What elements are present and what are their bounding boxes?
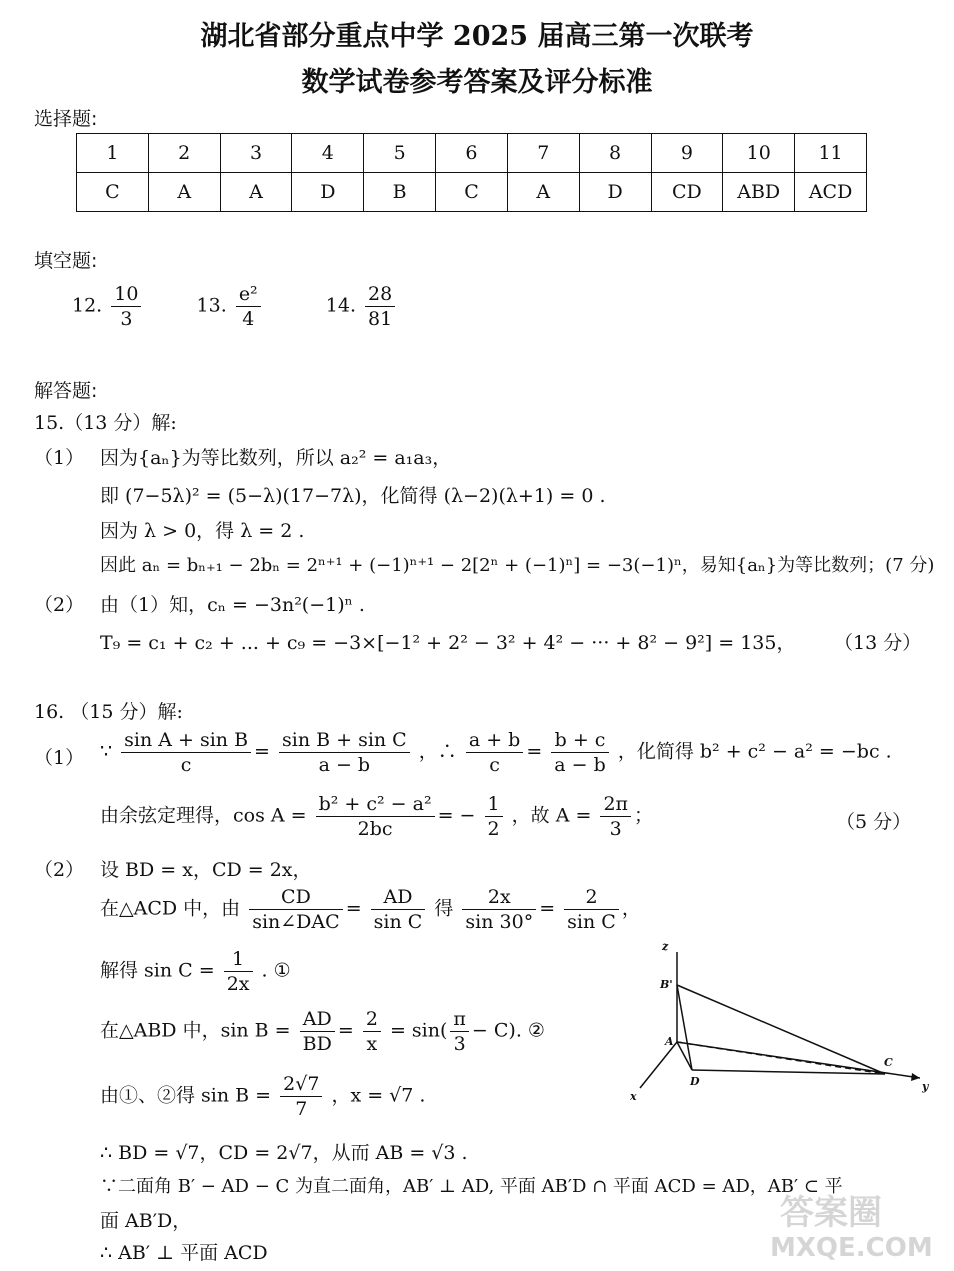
question-number-cell: 7 <box>507 134 579 173</box>
question-number-cell: 11 <box>795 134 867 173</box>
q15-line: 即 (7−5λ)² = (5−λ)(17−7λ)，化简得 (λ−2)(λ+1) = 0 . <box>100 485 606 507</box>
q16-line: 由①、②得 sin B = $\frac{2√7}{7}$ ，x = √7 . <box>100 1073 426 1120</box>
q15-score: （13 分） <box>834 632 922 654</box>
question-number-cell: 2 <box>148 134 220 173</box>
question-number-cell: 5 <box>364 134 436 173</box>
q15-part2-tag: （2） <box>34 594 85 616</box>
q16-heading: 16. （15 分）解: <box>34 701 183 723</box>
answer-cell: A <box>507 173 579 212</box>
y-axis-arrow-icon <box>911 1073 920 1081</box>
q16-line: ∴ AB′ ⊥ 平面 ACD <box>100 1242 268 1264</box>
q16-part2-tag: （2） <box>34 859 85 881</box>
label-a: A <box>665 1035 674 1048</box>
fraction: $\frac{2\pi}{3}$ <box>600 792 631 841</box>
fraction: $\frac{a + b}{c}$ <box>466 728 524 777</box>
q16-line: ∵二面角 B′ − AD − C 为直二面角，AB′ ⊥ AD, 平面 AB′D ∩ 平面 ACD = AD，AB′ ⊂ 平 <box>100 1176 843 1197</box>
q16-line: 在△ABD 中，sin B = $\frac{AD}{BD}$ = $\frac{2}{x}$ = sin( $\frac{\pi}{3}$ − C). ② <box>100 1008 545 1055</box>
answer-cell: ABD <box>723 173 795 212</box>
choice-section-label: 选择题: <box>34 108 98 130</box>
table-row <box>77 173 867 212</box>
fraction: $\frac{\text{sin A + sin B}}{c}$ <box>121 728 251 777</box>
label-b-prime: B' <box>660 978 673 991</box>
fraction: $\frac{\pi}{3}$ <box>450 1007 469 1056</box>
fraction: $\frac{\text{sin B + sin C}}{a - b}$ <box>279 728 410 777</box>
label-c: C <box>884 1056 893 1069</box>
geometry-figure <box>620 940 940 1110</box>
q15-line: 由（1）知，cₙ = −3n²(−1)ⁿ . <box>100 594 365 616</box>
question-number-cell: 3 <box>220 134 292 173</box>
edge-bprime-c <box>677 985 885 1074</box>
question-number-cell: 4 <box>292 134 364 173</box>
document-title: 湖北省部分重点中学 2025 届高三第一次联考 <box>200 21 754 52</box>
answer-cell: C <box>77 173 149 212</box>
fill-item-number: 14. <box>325 294 356 317</box>
question-number-cell: 1 <box>77 134 149 173</box>
fill-item-number: 12. <box>72 294 103 317</box>
answer-cell: ACD <box>795 173 867 212</box>
fraction: $\frac{2x}{\sin 30^\circ}$ <box>462 885 536 934</box>
label-z: z <box>662 940 669 953</box>
document-subtitle: 数学试卷参考答案及评分标准 <box>301 67 653 98</box>
q15-line: 因此 aₙ = bₙ₊₁ − 2bₙ = 2ⁿ⁺¹ + (−1)ⁿ⁺¹ − 2[2ⁿ + (−1)ⁿ] = −3(−1)ⁿ，易知{aₙ}为等比数列；(7 分) <box>100 555 935 576</box>
fill-answer-fraction: $\frac{10}{3}$ <box>111 282 141 331</box>
edge-a-c-hidden <box>677 1042 885 1074</box>
q16-line: ∵ $\frac{\text{sin A + sin B}}{c}$ = $\frac{\text{sin B + sin C}}{a - b}$ ，∴ $\frac{a + b}{c}$ = $\frac{b + c}{a - b}$ ，化简得 b² + c² − a² = −bc . <box>100 729 892 776</box>
watermark-url: MXQE.COM <box>770 1233 933 1263</box>
q16-line: ∴ BD = √7，CD = 2√7，从而 AB = √3 . <box>100 1142 468 1164</box>
answer-cell: A <box>148 173 220 212</box>
choice-answer-table <box>76 133 867 212</box>
fraction: $\frac{AD}{\text{sin C}}$ <box>371 885 426 934</box>
fraction: $\frac{2}{x}$ <box>363 1007 381 1056</box>
q16-line: 由余弦定理得，cos A = $\frac{\text{b² + c² − a²}}{2bc}$ = − $\frac{1}{2}$ ，故 A = $\frac{2\pi}{3}$ ； <box>100 793 654 840</box>
q15-line: T₉ = c₁ + c₂ + ... + c₉ = −3×[−1² + 2² − 3² + 4² − ··· + 8² − 9²] = 135， <box>100 632 796 654</box>
q15-line: 因为{aₙ}为等比数列，所以 a₂² = a₁a₃， <box>100 447 452 469</box>
x-axis <box>640 1042 677 1088</box>
table-row <box>77 134 867 173</box>
fill-item-number: 13. <box>196 294 227 317</box>
q16-part1-tag: （1） <box>34 747 85 769</box>
q16-line: 面 AB′D， <box>100 1210 192 1232</box>
answer-cell: CD <box>651 173 723 212</box>
q15-heading: 15.（13 分）解: <box>34 412 177 434</box>
question-number-cell: 6 <box>436 134 508 173</box>
q16-line: 解得 sin C = $\frac{1}{2x}$ . ① <box>100 948 291 995</box>
fraction: $\frac{2√7}{7}$ <box>280 1072 322 1121</box>
label-x: x <box>630 1090 637 1103</box>
label-y: y <box>922 1080 929 1093</box>
q16-score: （5 分） <box>836 811 912 833</box>
fraction: $\frac{b + c}{a - b}$ <box>551 728 609 777</box>
q16-line: 在△ACD 中，由 $\frac{CD}{\text{sin∠DAC}}$ = $\frac{AD}{\text{sin C}}$ 得 $\frac{2x}{\sin 30^\circ}$ = $\frac{2}{\text{sin C}}$ ， <box>100 886 641 933</box>
answer-cell: D <box>579 173 651 212</box>
fraction: $\frac{1}{2x}$ <box>224 947 253 996</box>
q15-line: 因为 λ > 0，得 λ = 2 . <box>100 520 305 542</box>
fraction: $\frac{1}{2}$ <box>485 792 503 841</box>
question-number-cell: 10 <box>723 134 795 173</box>
solve-section-label: 解答题: <box>34 380 98 402</box>
fraction: $\frac{CD}{\text{sin∠DAC}}$ <box>249 885 342 934</box>
question-number-cell: 9 <box>651 134 723 173</box>
fill-answer-fraction: $\frac{28}{81}$ <box>365 282 395 331</box>
fill-section-label: 填空题: <box>34 250 98 272</box>
answer-cell: A <box>220 173 292 212</box>
answer-cell: C <box>436 173 508 212</box>
fraction: $\frac{AD}{BD}$ <box>300 1007 335 1056</box>
fraction: $\frac{\text{b² + c² − a²}}{2bc}$ <box>316 792 435 841</box>
edge-d-c <box>692 1070 885 1074</box>
label-d: D <box>690 1075 700 1088</box>
q16-line: 设 BD = x，CD = 2x， <box>100 859 312 881</box>
watermark-logo-text: 答案圈 <box>780 1193 882 1233</box>
fill-answer-fraction: $\frac{\text{e²}}{4}$ <box>236 282 261 331</box>
fraction: $\frac{2}{\text{sin C}}$ <box>564 885 619 934</box>
fill-answers <box>72 282 398 331</box>
question-number-cell: 8 <box>579 134 651 173</box>
answer-cell: D <box>292 173 364 212</box>
answer-cell: B <box>364 173 436 212</box>
q15-part1-tag: （1） <box>34 447 85 469</box>
